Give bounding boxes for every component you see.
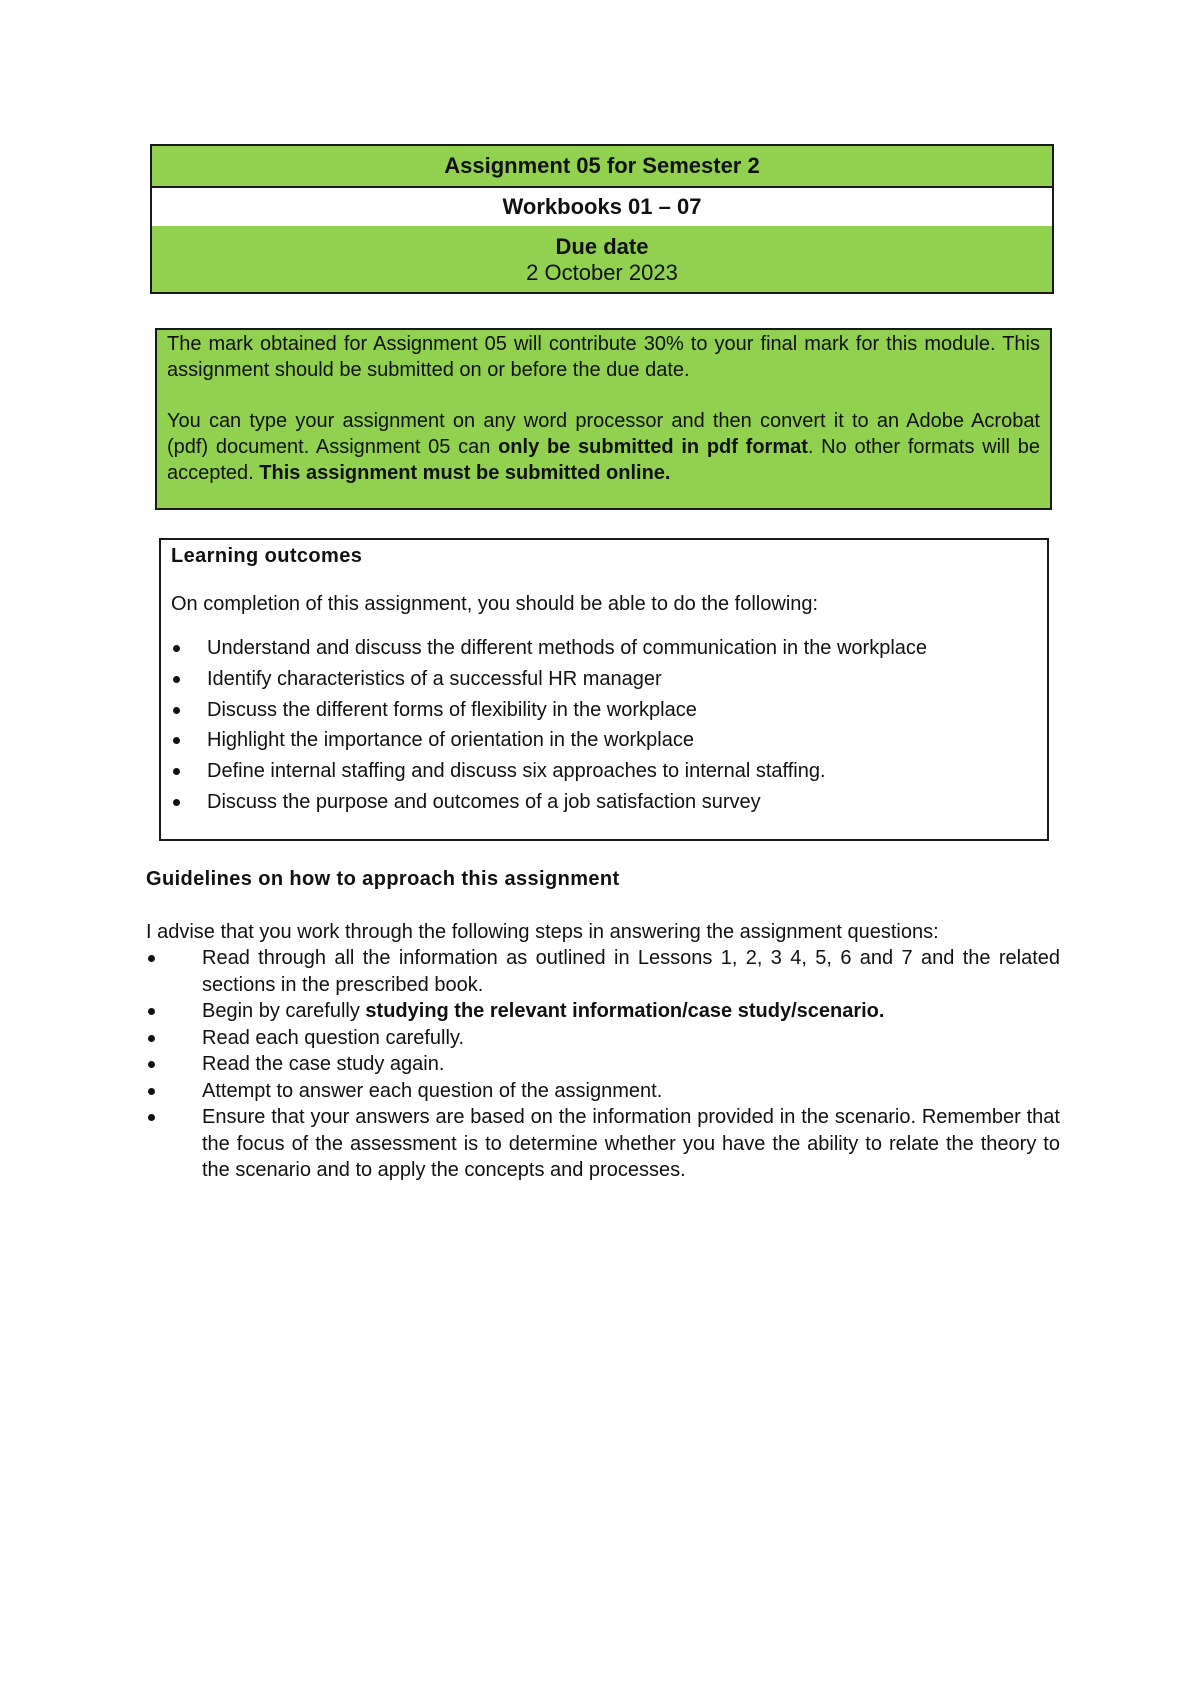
list-item	[171, 758, 1037, 789]
outcome-text: Highlight the importance of orientation in the workplace	[207, 729, 694, 752]
guideline-text: Read the case study again.	[202, 1053, 445, 1075]
learning-outcomes-title: Learning outcomes	[171, 545, 363, 567]
list-item	[146, 1025, 1060, 1052]
guideline-text: Read each question carefully.	[202, 1026, 465, 1049]
list-item	[146, 998, 1060, 1025]
list-item	[171, 635, 1037, 666]
list-item	[146, 1104, 1060, 1184]
outcome-text: Discuss the different forms of flexibility in the workplace	[207, 698, 697, 721]
assignment-title: Assignment 05 for Semester 2	[152, 146, 1052, 188]
learning-outcomes-list	[171, 635, 1037, 820]
due-date-label: Due date	[555, 234, 649, 259]
guidelines-section	[146, 866, 1060, 1184]
due-date-block	[152, 226, 1052, 292]
submission-format-text	[167, 408, 1040, 486]
outcome-text: Define internal staffing and discuss six approaches to internal staffing.	[207, 760, 826, 783]
list-item	[146, 1078, 1060, 1105]
submission-format-part1: You can type your assignment on any word processor and then convert it to an Adobe Acrobat (pdf) document. Assignment 05 can	[167, 410, 1040, 458]
bullet-icon	[173, 645, 180, 652]
guideline-text: Read through all the information as outlined in Lessons 1, 2, 3 4, 5, 6 and 7 and the related sections in the prescribed book.	[202, 947, 1060, 996]
assignment-header-table	[150, 144, 1054, 294]
workbooks-range: Workbooks 01 – 07	[152, 188, 1052, 226]
list-item	[146, 945, 1060, 998]
due-date-value: 2 October 2023	[526, 260, 678, 285]
bullet-icon	[148, 1088, 155, 1095]
guidelines-intro: I advise that you work through the following steps in answering the assignment questions:	[146, 920, 939, 943]
bullet-icon	[148, 955, 155, 962]
online-submission-notice: This assignment must be submitted online.	[259, 462, 671, 484]
guideline-text-part1: Begin by carefully	[202, 1000, 366, 1022]
learning-outcomes-box	[159, 538, 1049, 841]
guideline-text: Attempt to answer each question of the assignment.	[202, 1079, 663, 1102]
bullet-icon	[148, 1035, 155, 1042]
outcome-text: Discuss the purpose and outcomes of a job satisfaction survey	[207, 790, 761, 813]
outcome-text: Identify characteristics of a successful HR manager	[207, 667, 662, 690]
bullet-icon	[173, 768, 180, 775]
submission-format-part2: . No other formats will be accepted.	[167, 436, 1040, 484]
outcome-text: Understand and discuss the different methods of communication in the workplace	[207, 637, 928, 659]
list-item	[171, 666, 1037, 697]
list-item	[171, 727, 1037, 758]
guideline-text-bold: studying the relevant information/case study/scenario.	[365, 1000, 885, 1022]
list-item	[171, 789, 1037, 820]
bullet-icon	[173, 737, 180, 744]
guidelines-title: Guidelines on how to approach this assignment	[146, 868, 620, 890]
guideline-text: Ensure that your answers are based on the information provided in the scenario. Remember that the focus of the assessment is to determine whether you have the ability to relate the theory to the scenario and to apply the concepts and processes.	[202, 1106, 1060, 1181]
list-item	[171, 697, 1037, 728]
guidelines-list	[146, 945, 1060, 1184]
bullet-icon	[173, 799, 180, 806]
bullet-icon	[148, 1008, 155, 1015]
bullet-icon	[173, 676, 180, 683]
pdf-only-notice: only be submitted in pdf format	[498, 436, 808, 458]
bullet-icon	[148, 1061, 155, 1068]
bullet-icon	[173, 707, 180, 714]
bullet-icon	[148, 1114, 155, 1121]
list-item	[146, 1051, 1060, 1078]
mark-contribution-text: The mark obtained for Assignment 05 will contribute 30% to your final mark for this module. This assignment should be submitted on or before the due date.	[167, 333, 1040, 381]
submission-info-box	[155, 328, 1052, 510]
learning-outcomes-intro: On completion of this assignment, you should be able to do the following:	[171, 593, 819, 615]
